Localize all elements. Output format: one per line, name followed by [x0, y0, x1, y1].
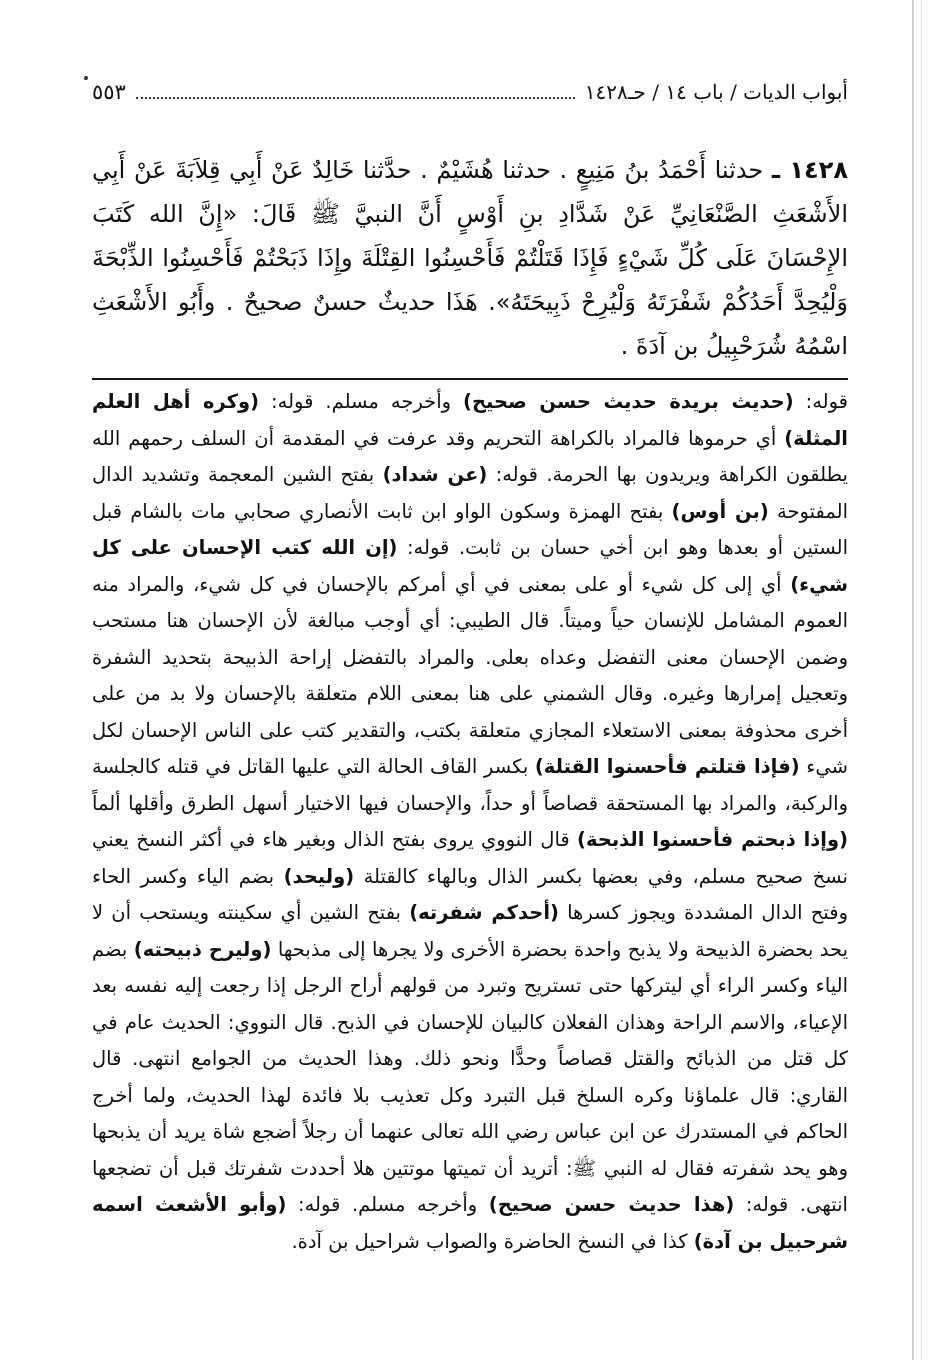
page-mark-dot	[84, 76, 88, 80]
commentary-segment: وأخرجه مسلم. قوله:	[286, 1193, 489, 1216]
commentary-segment: بكسر القاف الحالة التي عليها القاتل في قتله كالجلسة والركبة، والمراد بها المستحقة قصاصاً أو حداً، والإحسان فيها الاختيار أسهل الطرق وأقلها ألماً	[92, 755, 848, 815]
section-divider	[92, 378, 848, 380]
commentary-segment: كذا في النسخ الحاضرة والصواب شراحيل بن آدة.	[291, 1229, 694, 1253]
commentary-quote: (وإذا ذبحتم فأحسنوا الذبحة)	[577, 828, 849, 851]
commentary-quote: (عن شداد)	[382, 463, 488, 486]
commentary-segment: بضم الياء وكسر الراء أي ليتركها حتى تستريح وتبرد من قولهم أراح الرجل إذا رجعت إليه نفسه بعد الإعياء، والاسم الراحة وهذان الفعلان كالبيان للإحسان في الذبح. قال النووي: الحديث عام في كل قتل من الذبائح والقتل قصاصاً وحدًّا ونحو ذلك. وهذا الحديث من الجوامع انتهى. قال القاري: قال علماؤنا وكره السلخ قبل التبرد وكل تعذيب بلا فائدة لهذا الحديث، ولما أخرج الحاكم في المستدرك عن ابن عباس رضي الله تعالى عنهما أن رجلاً أضجع شاة يريد أن يذبحها وهو يحد شفرته فقال له النبي ﷺ: أتريد أن تميتها موتتين هلا أحددت شفرتك قبل أن تضجعها انتهى. قوله:	[92, 937, 848, 1216]
hadith-text	[92, 148, 848, 368]
commentary-quote: (فإذا قتلتم فأحسنوا القتلة)	[534, 755, 800, 778]
commentary-segment: قوله:	[793, 390, 849, 413]
commentary-segment: بضم الياء وكسر الحاء وفتح الدال المشددة ويجوز كسرها	[92, 864, 848, 924]
page-binding-line	[912, 0, 914, 1360]
running-title: أبواب الديات / باب ١٤ / حـ١٤٢٨	[584, 80, 848, 104]
commentary-segment: بفتح الهمزة وسكون الواو ابن ثابت الأنصاري صحابي مات بالشام قبل الستين أو بعدها وهو ابن أخي حسان بن ثابت. قوله:	[92, 499, 848, 559]
dotted-leader	[136, 81, 575, 99]
commentary-segment: بفتح الشين أي سكينته ويستحب أن لا يحد بحضرة الذبيحة ولا يذبح واحدة بحضرة الأخرى ولا يجرها إلى مذبحها	[92, 901, 849, 961]
commentary-quote: (وليحد)	[283, 864, 355, 888]
commentary-quote: (إن الله كتب الإحسان على كل شيء)	[92, 536, 848, 596]
commentary-segment: قال النووي يروى بفتح الذال وبغير هاء في أكثر النسخ يعني نسخ صحيح مسلم، وفي بعضها بكسر الذال وبالهاء كالقتلة	[92, 828, 848, 888]
page-binding-line-inner	[921, 0, 922, 1360]
running-header	[92, 80, 848, 120]
hadith-number: ١٤٢٨ ـ	[771, 156, 848, 184]
commentary-segment: أي حرموها فالمراد بالكراهة التحريم وقد عرفت في المقدمة أن السلف رحمهم الله يطلقون الكراهة ويريدون بها الحرمة. قوله:	[92, 426, 848, 486]
commentary-quote: (أحدكم شفرته)	[409, 901, 559, 924]
commentary-text	[92, 384, 848, 1260]
commentary-quote: (وليرح ذبيحته)	[133, 937, 272, 961]
commentary-segment: وأخرجه مسلم. قوله:	[259, 390, 464, 413]
commentary-segment: أي إلى كل شيء أو على بمعنى في أي أمركم بالإحسان في كل شيء، والمراد منه العموم المشامل للإنسان حياً وميتاً. قال الطيبي: أي أوجب مبالغة لأن الإحسان هنا مستحب وضمن الإحسان معنى التفضل وعداه بعلى. والمراد بالتفضل إراحة الذبيحة بتحديد الشفرة وتعجيل إمرارها وغيره. وقال الشمني على هنا بمعنى اللام متعلقة بالإحسان ولا بد من على أخرى محذوفة بمعنى الاستعلاء المجازي متعلقة بكتب، والتقدير كتب على الناس الإحسان لكل شيء	[92, 572, 848, 778]
commentary-segment: بفتح الشين المعجمة وتشديد الدال المفتوحة	[92, 463, 848, 523]
hadith-body: حدثنا أَحْمَدُ بنُ مَنِيعٍ . حدثنا هُشَيْمٌ . حدَّثنا خَالِدٌ عَنْ أَبِي قِلاَبَةَ عَنْ أَبِي الأَشْعَثِ الصَّنْعَانِيِّ عَنْ شَدَّادِ بنِ أَوْسٍ أَنَّ النبيَّ ﷺ قَالَ: «إِنَّ الله كَتَبَ الإِحْسَانَ عَلَى كُلِّ شَيْءٍ فَإِذَا قَتَلْتُمْ فَأَحْسِنُوا القِتْلَةَ وإِذَا ذَبَحْتُمْ فَأَحْسِنُوا الذِّبْحَةَ وَلْيُحِدَّ أَحَدُكُمْ شَفْرَتَهُ وَلْيُرِحْ ذَبِيحَتَهُ». هَذَا حديثٌ حسنٌ صحيحٌ . وأَبُو الأَشْعَثِ اسْمُهُ شُرَحْبِيلُ بن آدَةَ .	[92, 156, 848, 360]
commentary-quote: (بن أوس)	[671, 499, 769, 523]
page-number: ٥٥٣	[92, 80, 126, 104]
commentary-quote: (وأبو الأشعث اسمه شرحبيل بن آدة)	[92, 1193, 848, 1253]
commentary-quote: (وكره أهل العلم المثلة)	[92, 390, 848, 450]
commentary-quote: (حديث بريدة حديث حسن صحيح)	[463, 390, 794, 413]
commentary-quote: (هذا حديث حسن صحيح)	[488, 1193, 735, 1216]
